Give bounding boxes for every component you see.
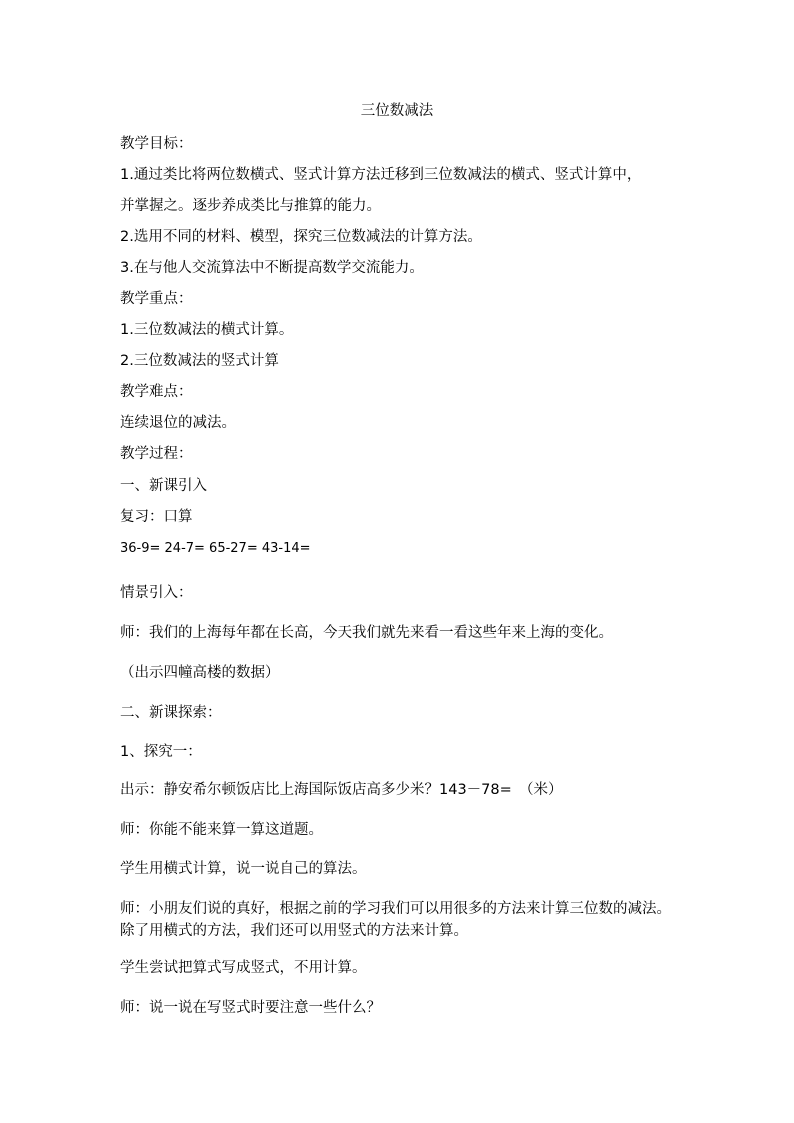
subsection-heading: 二、新课探索： — [120, 705, 222, 721]
paragraph-line: 复习：口算 — [120, 509, 193, 525]
paragraph-line: 情景引入： — [120, 585, 193, 601]
paragraph-line: 出示：静安希尔顿饭店比上海国际饭店高多少米？143－78= （米） — [120, 782, 563, 798]
paragraph-line: 3.在与他人交流算法中不断提高数学交流能力。 — [120, 260, 424, 276]
paragraph-line: （出示四幢高楼的数据） — [120, 665, 280, 681]
paragraph-line: 学生用横式计算，说一说自己的算法。 — [120, 861, 367, 877]
subsection-heading: 一、新课引入 — [120, 478, 207, 494]
paragraph-line: 连续退位的减法。 — [120, 415, 236, 431]
mental-math-exercises: 36-9= 24-7= 65-27= 43-14= — [120, 541, 311, 556]
section-heading-difficulties: 教学难点： — [120, 384, 193, 400]
paragraph-line: 并掌握之。逐步养成类比与推算的能力。 — [120, 198, 381, 214]
paragraph-line: 师：我们的上海每年都在长高，今天我们就先来看一看这些年来上海的变化。 — [120, 625, 613, 641]
paragraph-line: 2.选用不同的材料、模型，探究三位数减法的计算方法。 — [120, 229, 482, 245]
paragraph-line: 师：说一说在写竖式时要注意一些什么？ — [120, 1000, 381, 1016]
paragraph-line: 师：小朋友们说的真好，根据之前的学习我们可以用很多的方法来计算三位数的减法。除了用横式的方法，我们还可以用竖式的方法来计算。 — [120, 901, 671, 939]
paragraph-line: 学生尝试把算式写成竖式，不用计算。 — [120, 960, 367, 976]
paragraph-line: 1.三位数减法的横式计算。 — [120, 322, 294, 338]
paragraph-line: 1、探究一： — [120, 744, 202, 760]
section-heading-key-points: 教学重点： — [120, 291, 193, 307]
section-heading-process: 教学过程： — [120, 446, 193, 462]
paragraph-line: 师：你能不能来算一算这道题。 — [120, 822, 323, 838]
section-heading-objectives: 教学目标： — [120, 136, 193, 152]
paragraph-line: 1.通过类比将两位数横式、竖式计算方法迁移到三位数减法的横式、竖式计算中， — [120, 167, 642, 183]
paragraph-line: 2.三位数减法的竖式计算 — [120, 353, 279, 369]
document-title: 三位数减法 — [360, 103, 434, 119]
